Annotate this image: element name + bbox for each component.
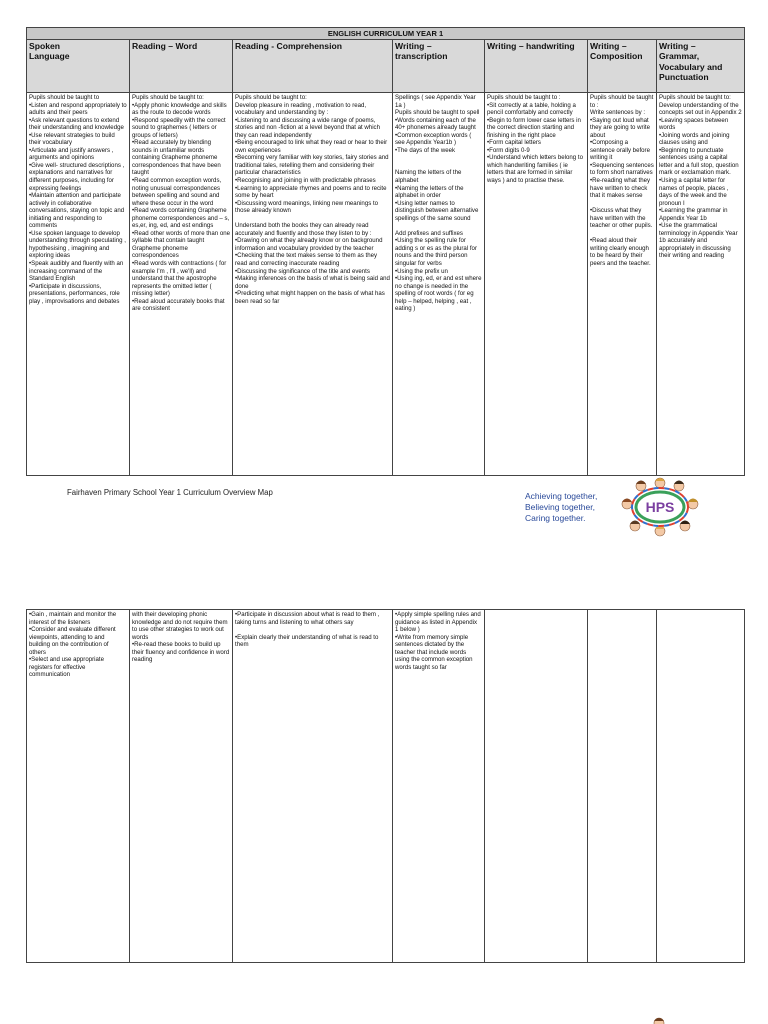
cell-reading-comprehension: Pupils should be taught to: Develop pleasure in reading , motivation to read, vocabulary and understanding by : •Listening to and discussing a wide range of poems, stories and non -fiction at a level beyond that at which they can read independently •Being encouraged to link what they read or hear to their own experiences •Becoming very familiar with key stories, fairy stories and traditional tales, retelling them and considering their particular characteristics •Recognising and joining in with predictable phrases •Learning to appreciate rhymes and poems and to recite some by heart •Discussing word meanings, linking new meanings to those already known Understand both the books they can already read accurately and fluently and those they listen to by : •Drawing on what they already know or on background information and vocabulary provided by the teacher •Checking that the text makes sense to them as they read and correcting inaccurate reading •Discussing the significance of the title and events •Making inferences on the basis of what is being said and done •Predicting what might happen on the basis of what has been read so far [233,93,393,476]
school-footer: Fairhaven Primary School Year 1 Curriculum Overview Map [67,488,273,497]
cell-writing-handwriting: Pupils should be taught to : •Sit correctly at a table, holding a pencil comfortably and correctly •Begin to form lower case letters in the correct direction starting and finishing in the right place •Form capital letters •Form digits 0-9 •Understand which letters belong to which handwriting families ( ie letters that are formed in similar ways ) and to practise these. [485,93,588,476]
cell-writing-handwriting-cont [485,610,588,963]
header-writing-grammar: Writing – Grammar, Vocabulary and Punctuation [657,40,745,93]
header-writing-composition: Writing – Composition [588,40,657,93]
cell-writing-transcription: Spellings ( see Appendix Year 1a ) Pupils should be taught to spell •Words containing each of the 40+ phonemes already taught •Common exception words ( see Appendix Year1b ) •The days of the week Naming the letters of the alphabet •Naming the letters of the alphabet in order •Using letter names to distinguish between alternative spellings of the same sound Add prefixes and suffixes •Using the spelling rule for adding s or es as the plural for nouns and the third person singular for verbs •Using the prefix un •Using ing, ed, er and est where no change is needed in the spelling of root words ( for eg help – helped, helping , eat , eating ) [393,93,485,476]
school-motto [525,491,597,525]
header-writing-handwriting: Writing – handwriting [485,40,588,93]
curriculum-table-part2 [26,609,745,963]
motto-line: Caring together. [525,513,586,524]
partial-logo-icon [647,1014,667,1024]
header-reading-word: Reading – Word [130,40,233,93]
motto-line: Achieving together, [525,491,598,501]
cell-spoken-language-cont: •Gain , maintain and monitor the interest of the listeners •Consider and evaluate different viewpoints, attending to and building on the contribution of others •Select and use appropriate registers for effective communication [27,610,130,963]
logo-letters: HPS [645,499,675,515]
cell-reading-word-cont: with their developing phonic knowledge and do not require them to use other strategies to work out words •Re-read these books to build up their fluency and confidence in word reading [130,610,233,963]
cell-writing-transcription-cont: •Apply simple spelling rules and guidance as listed in Appendix 1 below ) •Write from memory simple sentences dictated by the teacher that include words using the common exception words taught so far [393,610,485,963]
curriculum-title: ENGLISH CURRICULUM YEAR 1 [27,28,745,40]
cell-spoken-language: Pupils should be taught to •Listen and respond appropriately to adults and their peers •Ask relevant questions to extend their understanding and knowledge •Use relevant strategies to build their vocabulary •Articulate and justify answers , arguments and opinions •Give well- structured descriptions , explanations and narratives for different purposes, including for expressing feelings •Maintain attention and participate actively in collaborative conversations, staying on topic and initiating and responding to comments •Use spoken language to develop understanding through speculating , hypothesising , imagining and exploring ideas •Speak audibly and fluently with an increasing command of the Standard English •Participate in discussions, presentations, performances, role play , improvisations and debates [27,93,130,476]
header-writing-transcription: Writing – transcription [393,40,485,93]
motto-line: Believing together, [525,502,595,513]
header-reading-comprehension: Reading - Comprehension [233,40,393,93]
cell-writing-grammar: Pupils should be taught to: Develop understanding of the concepts set out in Appendix 2 •Leaving spaces between words •Joining words and joining clauses using and •Beginning to punctuate sentences using a capital letter and a full stop, question mark or exclamation mark. •Using a capital letter for names of people, places , days of the week and the pronoun I •Learning the grammar in Appendix Year 1b •Use the grammatical terminology in Appendix Year 1b accurately and appropriately in discussing their writing and reading [657,93,745,476]
cell-reading-comprehension-cont: •Participate in discussion about what is read to them , taking turns and listening to what others say •Explain clearly their understanding of what is read to them [233,610,393,963]
cell-reading-word: Pupils should be taught to: •Apply phonic knowledge and skills as the route to decode words •Respond speedily with the correct sound to graphemes ( letters or groups of letters) •Read accurately by blending sounds in unfamiliar words containing Grapheme phoneme correspondences that have been taught •Read common exception words, noting unusual correspondences between spelling and sound and where these occur in the word •Read words containing Grapheme phoneme correspondences and – s, es,er, ing, ed, and est endings •Read other words of more than one syllable that contain taught Grapheme phoneme correspondences •Read words with contractions ( for example I'm , I'll , we'll) and understand that the apostrophe represents the omitted letter ( missing letter) •Read aloud accurately books that are consistent [130,93,233,476]
cell-writing-grammar-cont [657,610,745,963]
curriculum-table-part1 [26,27,745,476]
cell-writing-composition-cont [588,610,657,963]
header-spoken-language: Spoken Language [27,40,130,93]
school-logo [617,476,703,538]
cell-writing-composition: Pupils should be taught to : Write sentences by : •Saying out loud what they are going to write about •Composing a sentence orally before writing it •Sequencing sentences to form short narratives •Re-reading what they have written to check that it makes sense •Discuss what they have written with the teacher or other pupils. •Read aloud their writing clearly enough to be heard by their peers and the teacher. [588,93,657,476]
